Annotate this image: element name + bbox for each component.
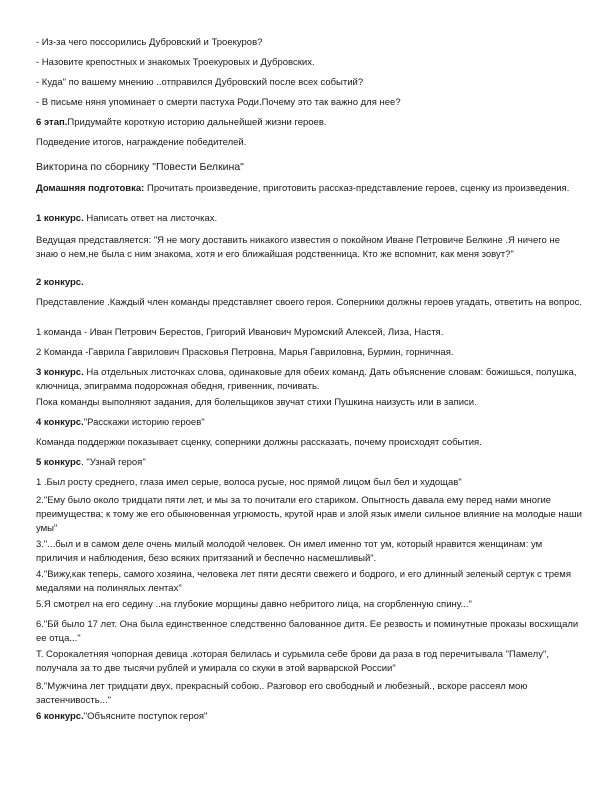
text: 6."Бй было 17 лет. Она была единственное следственно балованное дитя. Ее резвость и поминутные проказы восхищали ее отца..." [36, 619, 579, 644]
team-2 [36, 346, 584, 360]
text: Подведение итогов, награждение победителей. [36, 137, 247, 148]
text: 4."Вижу,как теперь, самого хозяина, человека лет пяти десяти свежего и бодрого, и его длинный зеленый сертук с тремя медалями на полинялых лентах" [36, 569, 571, 594]
label: 4 конкурс. [36, 417, 84, 428]
summary-line [36, 136, 584, 150]
text: 2 Команда -Гаврила Гаврилович Прасковья Петровна, Марья Гавриловна, Бурмин, горничная. [36, 347, 454, 358]
question-2 [36, 56, 584, 70]
question-1 [36, 36, 584, 50]
hero-clue-8 [36, 680, 584, 708]
hero-clue-5 [36, 598, 584, 612]
text: На отдельных листочках слова, одинаковые для обеих команд. Дать объяснение словам: божишься, полушка, ключница, эпиграмма подорожная обедня, гривенник, почивать. [36, 367, 577, 392]
text: Придумайте короткую историю дальнейшей жизни героев. [67, 117, 327, 128]
quiz-heading [36, 160, 584, 174]
text: - Назовите крепостных и знакомых Троекуровых и Дубровских. [36, 57, 315, 68]
text: - Куда" по вашему мнению ..отправился Дубровский после всех событий? [36, 77, 364, 88]
hero-clue-7 [36, 648, 584, 676]
hero-clue-6 [36, 618, 584, 646]
label: Домашняя подготовка: [36, 183, 145, 194]
text: 3."...был и в самом деле очень милый молодой человек. Он имел именно тот ум, который нравится женщинам: ум приличия и наблюдения, безо всяких притязаний и беспечно насмешливый". [36, 539, 543, 564]
text: "Расскажи историю героев" [83, 417, 205, 428]
text: Ведущая представляется: "Я не могу доставить никакого известия о покойном Иване Петровиче Белкине .Я ничего не знаю о нем,не была с ним знакома, хотя и его ближайшая родственница. Кто же вспомнит, как меня зовут?" [36, 235, 561, 260]
fans-note [36, 396, 584, 410]
text: . "Узнай героя" [81, 457, 146, 468]
support-team [36, 436, 584, 450]
home-preparation [36, 182, 584, 196]
text: Команда поддержки показывает сценку, соперники должны рассказать, почему происходят события. [36, 437, 482, 448]
text: 5.Я смотрел на его седину ..на глубокие морщины давно небритого лица, на сгорбленную спину..." [36, 599, 472, 610]
hero-clue-3 [36, 538, 584, 566]
label: 2 конкурс. [36, 277, 84, 288]
text: 2."Ему было около тридцати пяти лет, и мы за то почитали его стариком. Опытность давала ему перед нами многие преимущества; к тому же его обыкновенная угрюмость, крутой нрав и злой язык имели сильное влияние на молодые наши умы" [36, 495, 582, 534]
contest-1 [36, 212, 584, 226]
text: "Объясните поступок героя" [83, 711, 208, 722]
text: 8."Мужчина лет тридцати двух, прекрасный собою.. Разговор его свободный и любезный., вскоре рассеял мою застенчивость..." [36, 681, 528, 706]
team-1 [36, 326, 584, 340]
hero-clue-4 [36, 568, 584, 596]
presentation-text [36, 296, 584, 310]
question-3 [36, 76, 584, 90]
contest-2 [36, 276, 584, 290]
hero-clue-1 [36, 476, 584, 490]
text: Пока команды выполняют задания, для болельщиков звучат стихи Пушкина наизусть или в записи. [36, 397, 477, 408]
hero-clue-2 [36, 494, 584, 536]
contest-5 [36, 456, 584, 470]
contest-4 [36, 416, 584, 430]
text: 1 команда - Иван Петрович Берестов, Григорий Иванович Муромский Алексей, Лиза, Настя. [36, 327, 444, 338]
label: 1 конкурс. [36, 213, 84, 224]
text: - Из-за чего поссорились Дубровский и Троекуров? [36, 37, 263, 48]
text: Представление .Каждый член команды представляет своего героя. Соперники должны героев угадать, ответить на вопрос. [36, 297, 583, 308]
text: Т. Сорокалетняя чопорная девица .которая белилась и сурьмила себе брови да раза в год перечитывала "Памелу", получала за то две тысячи рублей и умирала со скуки в этой варварской России" [36, 649, 549, 674]
text: 1 .Был росту среднего, глаза имел серые, волоса русые, нос прямой лицом был бел и худощав" [36, 477, 462, 488]
host-intro [36, 234, 584, 262]
label: 5 конкурс [36, 457, 82, 468]
contest-3 [36, 366, 584, 394]
text: Написать ответ на листочках. [83, 213, 218, 224]
label: 3 конкурс. [36, 367, 84, 378]
label: 6 этап. [36, 117, 68, 128]
text: Викторина по сборнику "Повести Белкина" [36, 161, 244, 173]
label: 6 конкурс. [36, 711, 84, 722]
text: Прочитать произведение, приготовить рассказ-представление героев, сценку из произведения. [144, 183, 570, 194]
contest-6 [36, 710, 584, 724]
text: - В письме няня упоминает о смерти пастуха Роди.Почему это так важно для нее? [36, 97, 401, 108]
stage-6 [36, 116, 584, 130]
question-4 [36, 96, 584, 110]
